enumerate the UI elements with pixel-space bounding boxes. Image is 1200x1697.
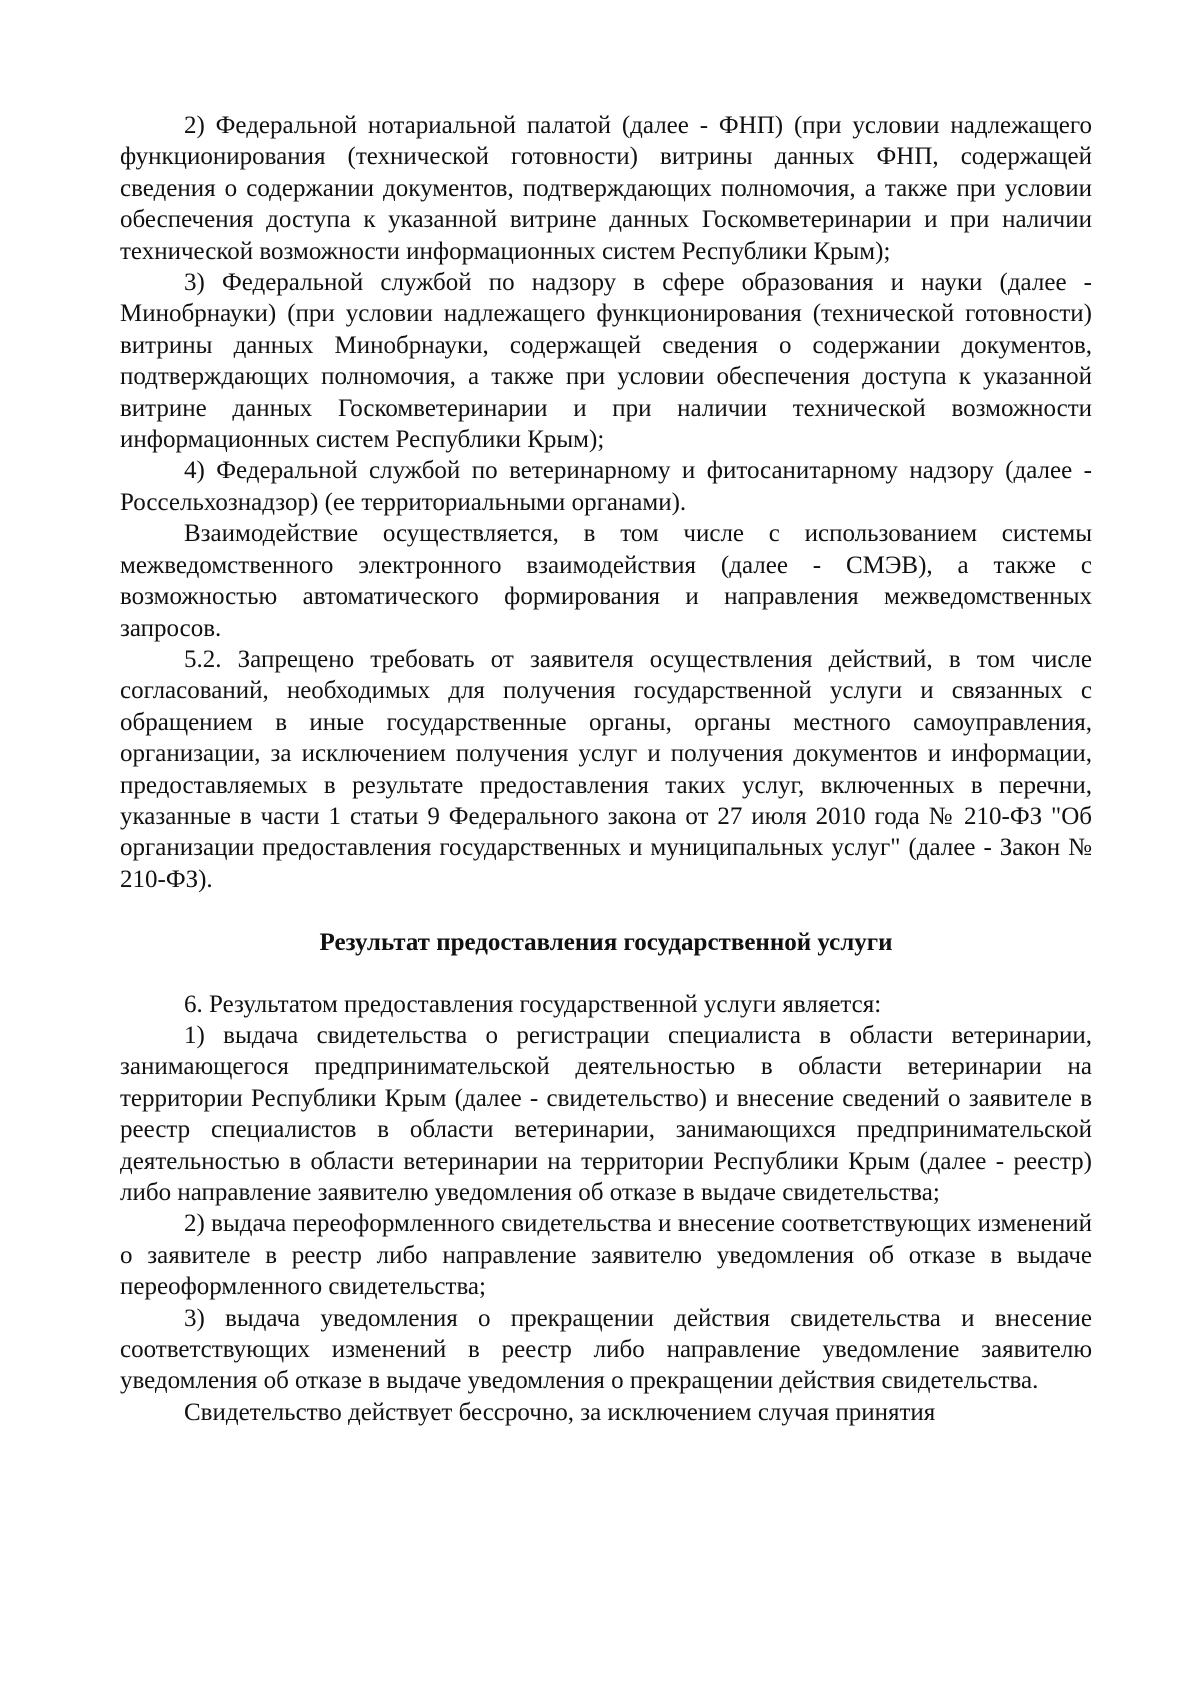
paragraph-6: 6. Результатом предоставления государственной услуги является: [184, 990, 882, 1018]
paragraph-5-2: 5.2. Запрещено требовать от заявителя осуществления действий, в том числе согласований, необходимых для получения государственной услуги и связанных с обращением в иные государственные органы, органы местного самоуправления, организации, за исключением получения услуг и получения документов и информации, предоставляемых в результате предоставления таких услуг, включенных в перечни, указанные в части 1 статьи 9 Федерального закона от 27 июля 2010 года № 210-ФЗ "Об организации предоставления государственных и муниципальных услуг" (далее - Закон № 210-ФЗ). [120, 645, 1092, 893]
paragraph-minobrnauki: 3) Федеральной службой по надзору в сфере образования и науки (далее - Минобрнауки) (при условии надлежащего функционирования (технической готовности) витрины данных Минобрнауки, содержащей сведения о содержании документов, подтверждающих полномочия, а также при условии обеспечения доступа к указанной витрине данных Госкомветеринарии и при наличии технической возможности информационных систем Республики Крым); [120, 269, 1092, 454]
document-body [120, 110, 1092, 1428]
section-heading: Результат предоставления государственной услуги [319, 929, 893, 957]
spacer [120, 895, 1092, 927]
paragraph-result-2: 2) выдача переоформленного свидетельства и внесение соответствующих изменений о заявителе в реестр либо направление заявителю уведомления об отказе в выдаче переоформленного свидетельства; [120, 1210, 1092, 1301]
paragraph-fnp: 2) Федеральной нотариальной палатой (далее - ФНП) (при условии надлежащего функционирования (технической готовности) витрины данных ФНП, содержащей сведения о содержании документов, подтверждающих полномочия, а также при условии обеспечения доступа к указанной витрине данных Госкомветеринарии и при наличии технической возможности информационных систем Республики Крым); [120, 112, 1092, 265]
paragraph-interaction-smev: Взаимодействие осуществляется, в том числе с использованием системы межведомственного электронного взаимодействия (далее - СМЭВ), а также с возможностью автоматического формирования и направления межведомственных запросов. [120, 520, 1092, 642]
paragraph-result-1: 1) выдача свидетельства о регистрации специалиста в области ветеринарии, занимающегося предпринимательской деятельностью в области ветеринарии на территории Республики Крым (далее - свидетельство) и внесение сведений о заявителе в реестр специалистов в области ветеринарии, занимающихся предпринимательской деятельностью в области ветеринарии на территории Республики Крым (далее - реестр) либо направление заявителю уведомления об отказе в выдаче свидетельства; [120, 1021, 1092, 1206]
paragraph-rosselkhoznadzor: 4) Федеральной службой по ветеринарному и фитосанитарному надзору (далее - Россельхознадзор) (ее территориальными органами). [120, 457, 1092, 516]
paragraph-result-3: 3) выдача уведомления о прекращении действия свидетельства и внесение соответствующих изменений в реестр либо направление уведомление заявителю уведомления об отказе в выдаче уведомления о прекращении действия свидетельства. [120, 1304, 1092, 1395]
spacer [120, 959, 1092, 989]
paragraph-certificate-validity: Свидетельство действует бессрочно, за исключением случая принятия [184, 1398, 936, 1426]
